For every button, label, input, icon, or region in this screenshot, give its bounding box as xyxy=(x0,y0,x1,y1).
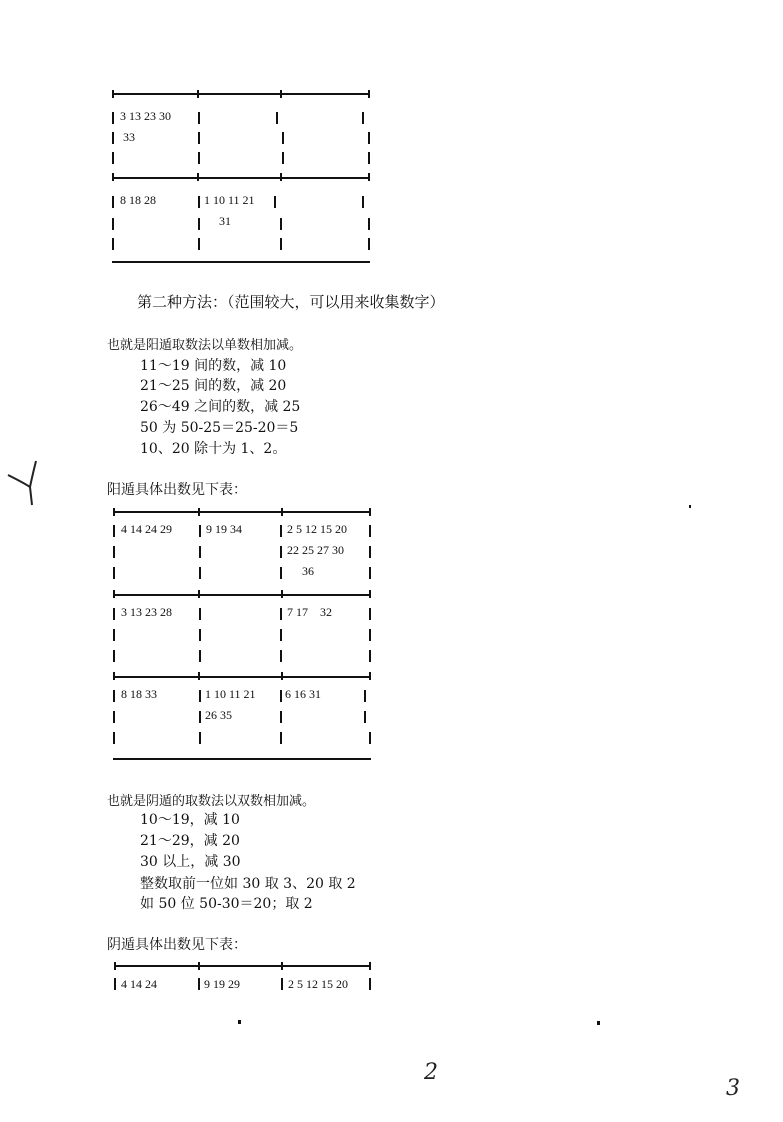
row-bar xyxy=(199,690,201,702)
row-bar xyxy=(198,132,200,144)
row-bar xyxy=(280,546,282,558)
row-bar xyxy=(113,690,115,702)
tick xyxy=(198,590,200,598)
tick xyxy=(198,672,200,680)
table-1 xyxy=(112,90,372,265)
row-bar xyxy=(369,732,371,744)
table-3-cell-r1c2: 9 19 29 xyxy=(204,977,240,991)
table-2-cell-r3c1: 8 18 33 xyxy=(121,687,157,701)
table-2-border-2 xyxy=(113,594,371,596)
row-bar xyxy=(113,525,115,537)
row-bar xyxy=(368,132,370,144)
row-bar xyxy=(112,152,114,164)
row-bar xyxy=(369,567,371,579)
tick xyxy=(113,672,115,680)
table-1-cell-r2c1: 8 18 28 xyxy=(120,193,156,207)
table-2-cell-r2c1: 3 13 23 28 xyxy=(121,605,172,619)
row-bar xyxy=(280,711,282,723)
yin-rule-3: 30 以上，减 30 xyxy=(140,854,241,870)
row-bar xyxy=(369,546,371,558)
row-bar xyxy=(369,978,371,990)
tick xyxy=(280,173,282,181)
tick xyxy=(281,508,283,516)
yin-rule-4: 整数取前一位如 30 取 3、20 取 2 xyxy=(140,876,356,892)
row-bar xyxy=(362,196,364,208)
tick xyxy=(280,90,282,98)
row-bar xyxy=(198,978,200,990)
row-bar xyxy=(112,238,114,250)
tick xyxy=(368,90,370,98)
table-3 xyxy=(114,962,376,1002)
yang-rule-4: 50 为 50-25＝25-20＝5 xyxy=(140,420,299,436)
page-number-mark: 2 xyxy=(424,1060,438,1085)
table-2-cell-r1c2: 9 19 34 xyxy=(206,522,242,536)
tick xyxy=(369,962,371,970)
row-bar xyxy=(199,567,201,579)
row-bar xyxy=(280,650,282,662)
row-bar xyxy=(281,978,283,990)
row-bar xyxy=(198,196,200,208)
row-bar xyxy=(368,238,370,250)
tick xyxy=(113,590,115,598)
yang-intro: 也就是阳遁取数法以单数相加减。 xyxy=(107,338,303,353)
tick xyxy=(368,173,370,181)
row-bar xyxy=(369,629,371,641)
yin-table-title: 阴遁具体出数见下表： xyxy=(107,937,247,953)
row-bar xyxy=(280,238,282,250)
yin-intro: 也就是阴遁的取数法以双数相加减。 xyxy=(107,794,316,809)
table-1-top-border xyxy=(112,93,370,95)
table-2-bottom-border xyxy=(113,758,371,760)
row-bar xyxy=(362,112,364,124)
yin-rule-2: 21～29，减 20 xyxy=(140,833,240,849)
row-bar xyxy=(274,196,276,208)
row-bar xyxy=(113,629,115,641)
ink-scribble-mark xyxy=(6,457,46,507)
row-bar xyxy=(199,546,201,558)
tick xyxy=(281,590,283,598)
row-bar xyxy=(199,650,201,662)
row-bar xyxy=(199,525,201,537)
row-bar xyxy=(112,196,114,208)
table-2-cell-r1c1: 4 14 24 29 xyxy=(121,522,172,536)
row-bar xyxy=(113,567,115,579)
row-bar xyxy=(198,218,200,230)
method-heading: 第二种方法：（范围较大，可以用来收集数字） xyxy=(137,293,445,311)
row-bar xyxy=(199,732,201,744)
corner-number-mark: 3 xyxy=(726,1076,740,1101)
tick xyxy=(369,508,371,516)
row-bar xyxy=(282,152,284,164)
tick xyxy=(369,672,371,680)
table-2-cell-r1c3: 2 5 12 15 20 22 25 27 30 36 xyxy=(287,522,347,578)
tick xyxy=(197,90,199,98)
yin-rule-5: 如 50 位 50-30＝20；取 2 xyxy=(140,896,313,912)
row-bar xyxy=(113,711,115,723)
table-2-cell-r2c3: 7 17 32 xyxy=(287,605,332,619)
table-1-cell-r2c2: 1 10 11 21 31 xyxy=(204,193,255,228)
row-bar xyxy=(280,732,282,744)
row-bar xyxy=(369,525,371,537)
table-2-cell-r3c2: 1 10 11 21 26 35 xyxy=(205,687,256,722)
row-bar xyxy=(198,152,200,164)
yang-table-title: 阳遁具体出数见下表： xyxy=(107,482,247,498)
row-bar xyxy=(199,711,201,723)
tick xyxy=(281,962,283,970)
tick xyxy=(281,672,283,680)
table-3-cell-r1c3: 2 5 12 15 20 xyxy=(288,977,348,991)
row-bar xyxy=(112,132,114,144)
row-bar xyxy=(199,608,201,620)
row-bar xyxy=(368,218,370,230)
tick xyxy=(197,173,199,181)
yang-rule-3: 26～49 之间的数，减 25 xyxy=(140,399,301,415)
table-1-bottom-border xyxy=(112,261,370,263)
yang-rule-2: 21～25 间的数，减 20 xyxy=(140,378,287,394)
table-2-top-border xyxy=(113,511,371,513)
tick xyxy=(112,90,114,98)
row-bar xyxy=(280,690,282,702)
tick xyxy=(198,508,200,516)
row-bar xyxy=(113,608,115,620)
tick xyxy=(198,962,200,970)
row-bar xyxy=(280,525,282,537)
row-bar xyxy=(368,152,370,164)
table-2-border-3 xyxy=(113,676,371,678)
row-bar xyxy=(199,629,201,641)
table-3-cell-r1c1: 4 14 24 xyxy=(121,977,157,991)
tick xyxy=(113,508,115,516)
row-bar xyxy=(113,732,115,744)
row-bar xyxy=(280,608,282,620)
row-bar xyxy=(282,132,284,144)
row-bar xyxy=(198,112,200,124)
ink-dot xyxy=(238,1020,241,1024)
table-2-cell-r3c3: 6 16 31 xyxy=(285,687,321,701)
ink-dot xyxy=(689,505,691,508)
table-2 xyxy=(113,508,375,762)
row-bar xyxy=(276,112,278,124)
row-bar xyxy=(369,608,371,620)
yang-rule-5: 10、20 除十为 1、2。 xyxy=(140,441,287,457)
row-bar xyxy=(280,629,282,641)
table-1-mid-border xyxy=(112,177,370,179)
row-bar xyxy=(280,218,282,230)
tick xyxy=(114,962,116,970)
yang-rule-1: 11～19 间的数，减 10 xyxy=(140,358,287,374)
tick xyxy=(112,173,114,181)
tick xyxy=(369,590,371,598)
row-bar xyxy=(113,546,115,558)
table-3-top-border xyxy=(114,965,371,967)
row-bar xyxy=(114,978,116,990)
yin-rule-1: 10～19，减 10 xyxy=(140,812,240,828)
row-bar xyxy=(280,567,282,579)
row-bar xyxy=(112,218,114,230)
ink-dot xyxy=(597,1021,600,1025)
row-bar xyxy=(369,650,371,662)
row-bar xyxy=(198,238,200,250)
row-bar xyxy=(113,650,115,662)
row-bar xyxy=(364,690,366,702)
table-1-cell-r1c1: 3 13 23 30 33 xyxy=(120,109,171,144)
row-bar xyxy=(112,112,114,124)
row-bar xyxy=(364,711,366,723)
